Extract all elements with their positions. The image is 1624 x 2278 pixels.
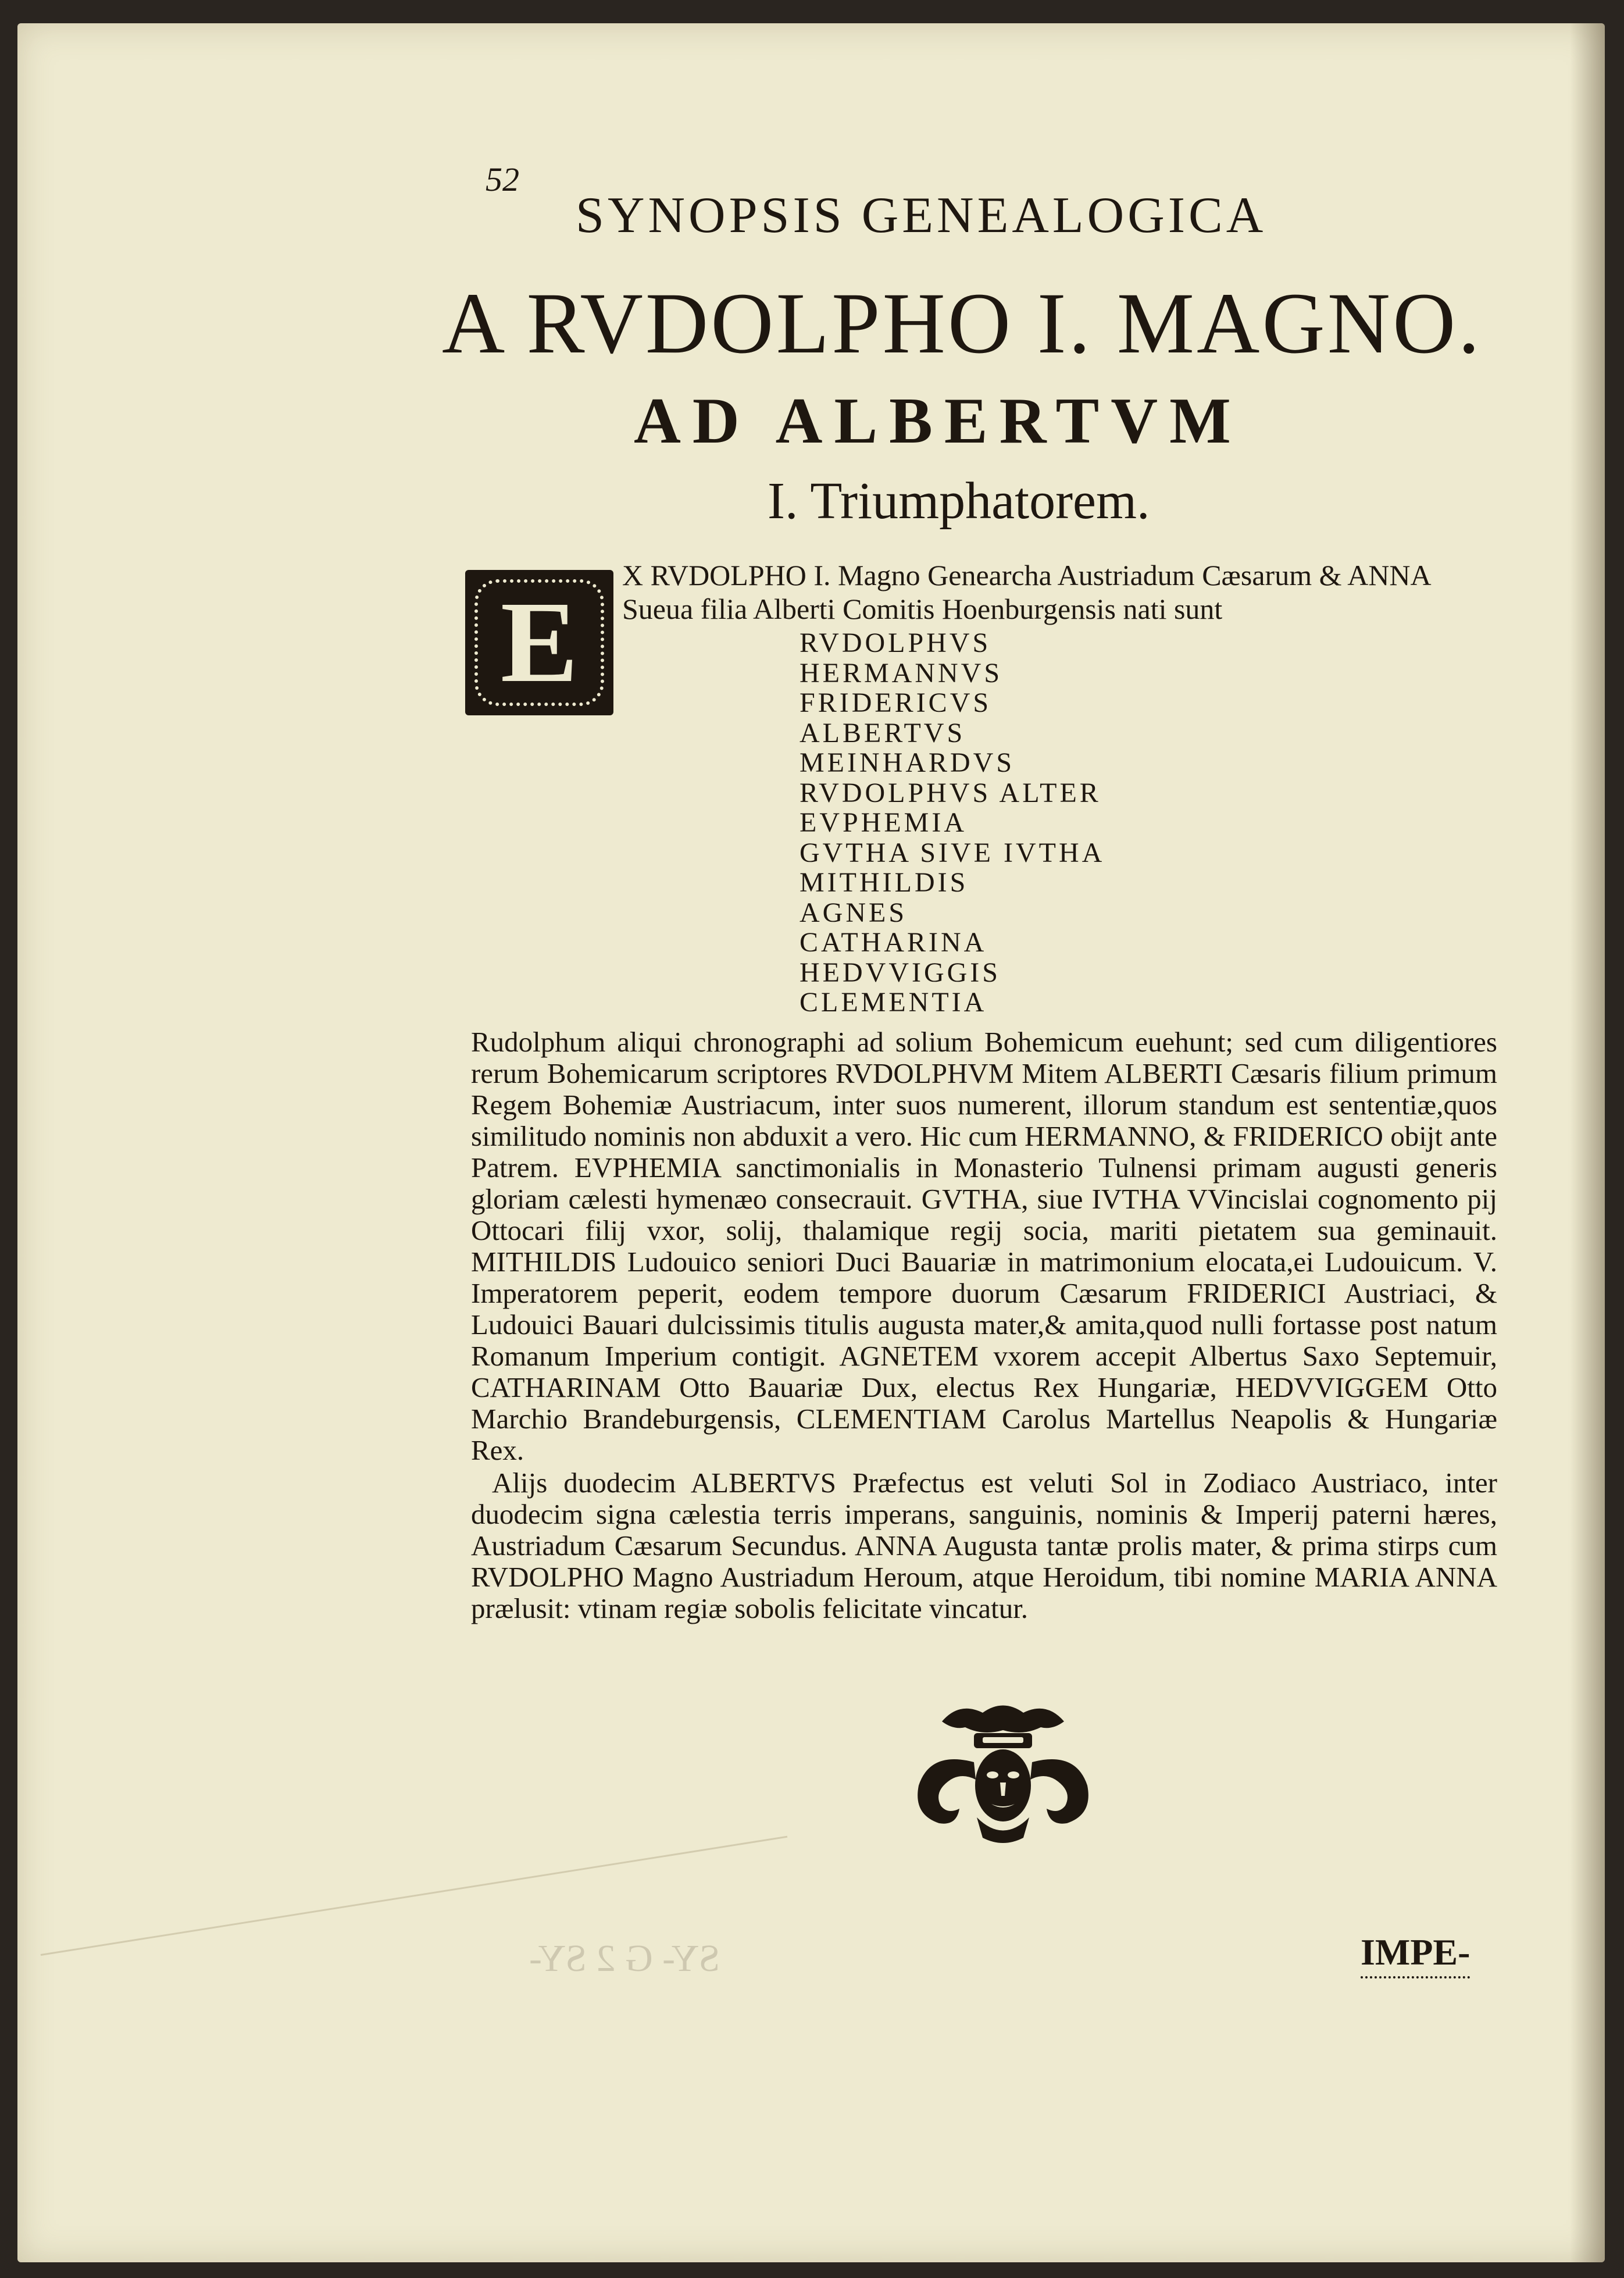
list-item: HEDVVIGGIS (799, 957, 1001, 988)
list-item: EVPHEMIA (799, 807, 967, 838)
title-line-3: I. Triumphatorem. (768, 472, 1150, 530)
list-item: FRIDERICVS (799, 687, 992, 718)
children-list (799, 628, 1105, 1018)
initial-letter: E (500, 578, 579, 707)
title-line-1: A RVDOLPHO I. MAGNO. (442, 275, 1482, 372)
body-text (471, 1026, 1497, 1625)
title-line-2: AD ALBERTVM (634, 385, 1243, 457)
list-item: GVTHA SIVE IVTHA (799, 837, 1105, 868)
list-item: CATHARINA (799, 927, 987, 958)
paragraph-2: Alijs duodecim ALBERTVS Præfectus est veluti Sol in Zodiaco Austriaco, inter duodecim signa cælestia terris imperans, sanguinis, nominis & Imperij paterni hæres, Austriadum Cæsarum Secundus. ANNA Augusta tantæ prolis mater, & prima stirps cum RVDOLPHO Magno Austriadum Heroum, atque Heroidum, tibi nomine MARIA ANNA prælusit: vtinam regiæ sobolis felicitate vincatur. (471, 1467, 1497, 1624)
list-item: HERMANNVS (799, 657, 1003, 689)
show-through-text: SY- G 2 SY- (529, 1937, 720, 1980)
list-item: MITHILDIS (799, 867, 969, 898)
paragraph-1: Rudolphum aliqui chronographi ad solium Bohemicum euehunt; sed cum diligentiores rerum Bohemicarum scriptores RVDOLPHVM Mitem ALBERTI Cæsaris filium primum Regem Bohemiæ Austriacum, inter suos numerent, illorum standum est sententiæ,quos similitudo nominis non abduxit a vero. Hic cum HERMANNO, & FRIDERICO obijt ante Patrem. EVPHEMIA sanctimonialis in Monasterio Tulnensi primam augusti generis gloriam cælesti hymenæo consecrauit. GVTHA, siue IVTHA VVincislai cognomento pij Ottocari filij vxor, solij, thalamique regij socia, mariti pietatem sua geminauit. MITHILDIS Ludouico seniori Duci Bauariæ in matrimonium elocata,ei Ludouicum. V. Imperatorem peperit, eodem tempore duorum Cæsarum FRIDERICI Austriaci, & Ludouici Bauari dulcissimis titulis augusta mater,& amita,quod nulli fortasse post natum Romanum Imperium contigit. AGNETEM vxorem accepit Albertus Saxo Septemuir, CATHARINAM Otto Bauariæ Dux, electus Rex Hungariæ, HEDVVIGGEM Otto Marchio Brandeburgensis, CLEMENTIAM Carolus Martellus Neapolis & Hungariæ Rex. (471, 1026, 1497, 1466)
list-item: CLEMENTIA (799, 987, 987, 1018)
list-item: AGNES (799, 897, 908, 928)
page-gutter-shadow (1570, 23, 1605, 2262)
mask-tailpiece-ornament-icon (907, 1698, 1099, 1849)
list-item: MEINHARDVS (799, 747, 1015, 778)
running-title: SYNOPSIS GENEALOGICA (576, 187, 1267, 244)
list-item: RVDOLPHVS ALTER (799, 777, 1101, 808)
catchword: IMPE- (1361, 1931, 1470, 1978)
woodcut-initial-e-icon (465, 570, 613, 715)
list-item: ALBERTVS (799, 717, 966, 748)
book-page (17, 23, 1605, 2262)
list-item: RVDOLPHVS (799, 628, 991, 658)
page-number: 52 (486, 161, 519, 198)
intro-text: X RVDOLPHO I. Magno Genearcha Austriadum Cæsarum & ANNA Sueua filia Alberti Comitis Hoenburgensis nati sunt (622, 559, 1430, 625)
